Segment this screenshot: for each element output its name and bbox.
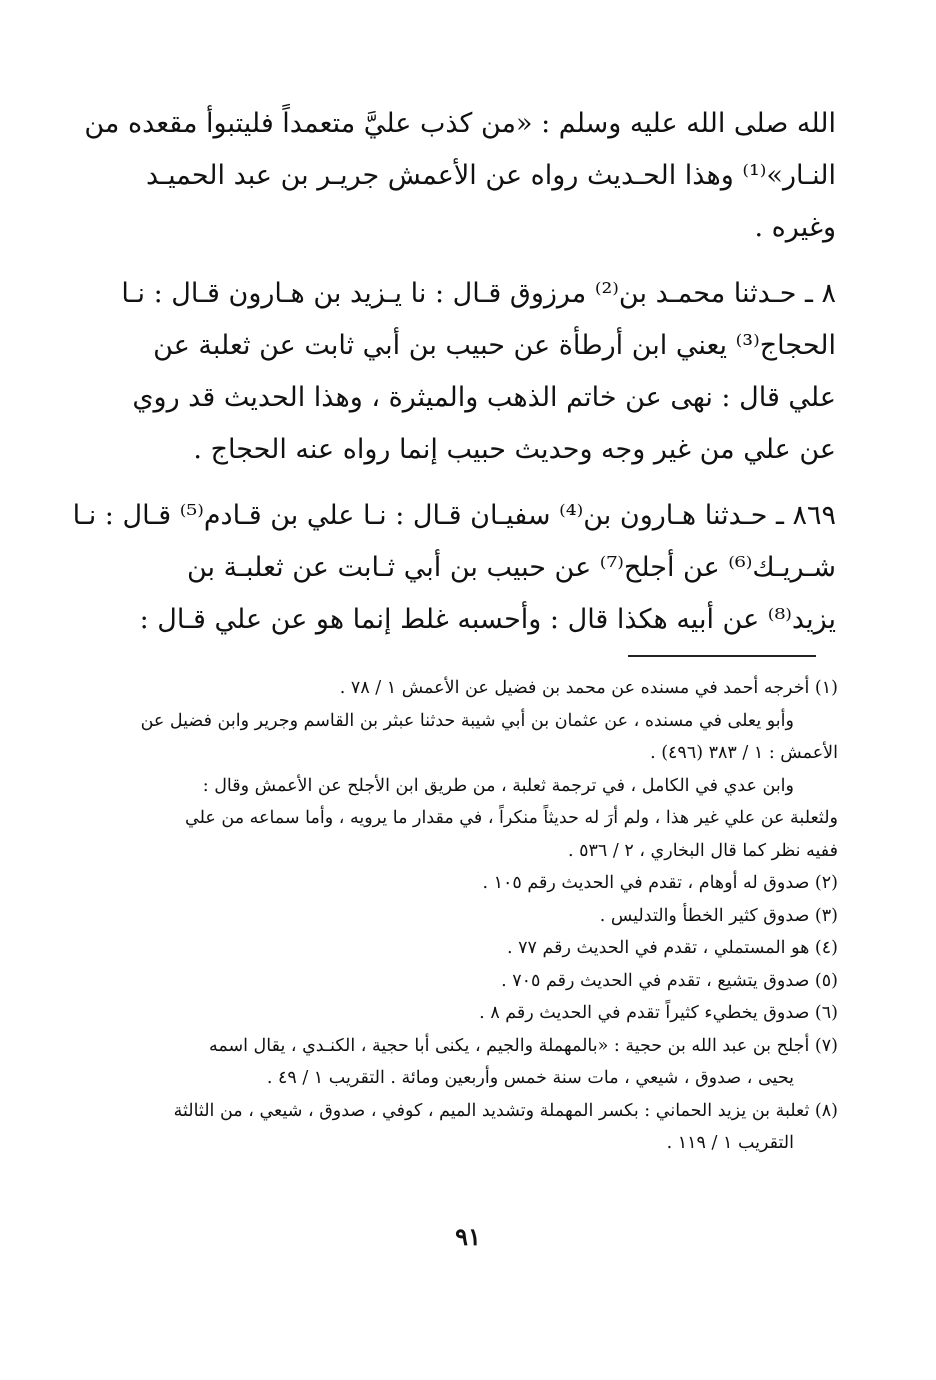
footnote-line: الأعمش : ١ / ٣٨٣ (٤٩٦) . (650, 743, 838, 763)
footnote-line: ففيه نظر كما قال البخاري ، ٢ / ٥٣٦ . (567, 840, 838, 861)
text-line: الله صلى الله عليه وسلم : «من كذب عليَّ متعمداً فليتبوأ مقعده من (84, 108, 836, 139)
footnote-line: يحيى ، صدوق ، شيعي ، مات سنة خمس وأربعين ومائة . التقريب ١ / ٤٩ . (266, 1068, 794, 1088)
footnote-line: وأبو يعلى في مسنده ، عن عثمان بن أبي شيبة حدثنا عبثر بن القاسم وجرير وابن فضيل عن (140, 710, 794, 731)
footnote-line: (٨) ثعلبة بن يزيد الحماني : بكسر المهملة وتشديد الميم ، كوفي ، صدوق ، شيعي ، من الثالثة (173, 1100, 838, 1121)
footnote-line: (١) أخرجه أحمد في مسنده عن محمد بن فضيل عن الأعمش ١ / ٧٨ . (339, 678, 838, 698)
paragraph-intro (84, 98, 836, 254)
footnote-line: وابن عدي في الكامل ، في ترجمة ثعلبة ، من طريق ابن الأجلح عن الأعمش وقال : (202, 775, 794, 796)
footnote-line: (٥) صدوق يتشيع ، تقدم في الحديث رقم ٧٠٥ . (501, 970, 838, 991)
text-line: ٨ ـ حـدثنا محمـد بن⁽²⁾ مرزوق قـال : نا يـزيد بن هـارون قـال : نـا (121, 278, 836, 309)
text-line: عن علي من غير وجه وحديث حبيب إنما رواه عنه الحجاج . (193, 434, 836, 465)
paragraph-hadith-8 (121, 268, 836, 476)
page-number: ٩١ (455, 1222, 481, 1251)
footnote-line: (٤) هو المستملي ، تقدم في الحديث رقم ٧٧ . (506, 938, 838, 958)
text-line: يزيد⁽⁸⁾ عن أبيه هكذا قال : وأحسبه غلط إنما هو عن علي قـال : (139, 604, 836, 635)
footnote-line: (٢) صدوق له أوهام ، تقدم في الحديث رقم ١٠٥ . (482, 873, 838, 893)
text-line: النـار»⁽¹⁾ وهذا الحـديث رواه عن الأعمش جريـر بن عبد الحميـد (146, 160, 836, 191)
text-line: وغيره . (754, 212, 836, 243)
footnote-line: (٣) صدوق كثير الخطأ والتدليس . (599, 905, 838, 926)
footnote-line: (٦) صدوق يخطيء كثيراً تقدم في الحديث رقم ٨ . (479, 1003, 838, 1023)
paragraph-hadith-869 (72, 490, 836, 646)
footnote-line: (٧) أجلح بن عبد الله بن حجية : «بالمهملة والجيم ، يكنى أبا حجية ، الكنـدي ، يقال اسمه (208, 1035, 838, 1056)
text-line: الحجاج⁽³⁾ يعني ابن أرطأة عن حبيب بن أبي ثابت عن ثعلبة عن (153, 330, 836, 361)
text-line: ٨٦٩ ـ حـدثنا هـارون بن⁽⁴⁾ سفيـان قـال : نـا علي بن قـادم⁽⁵⁾ قـال : نـا (72, 500, 836, 531)
footnote-divider (628, 655, 816, 657)
footnote-line: ولثعلبة عن علي غير هذا ، ولم أرَ له حديثاً منكراً ، في مقدار ما يرويه ، وأما سماعه من علي (185, 808, 838, 828)
main-text (72, 98, 836, 660)
footnotes (132, 672, 838, 1160)
text-line: شـريـك⁽⁶⁾ عن أجلح⁽⁷⁾ عن حبيب بن أبي ثـابت عن ثعلبـة بن (186, 552, 836, 583)
footnote-line: التقريب ١ / ١١٩ . (666, 1133, 794, 1153)
text-line: علي قال : نهى عن خاتم الذهب والميثرة ، وهذا الحديث قد روي (132, 382, 836, 413)
